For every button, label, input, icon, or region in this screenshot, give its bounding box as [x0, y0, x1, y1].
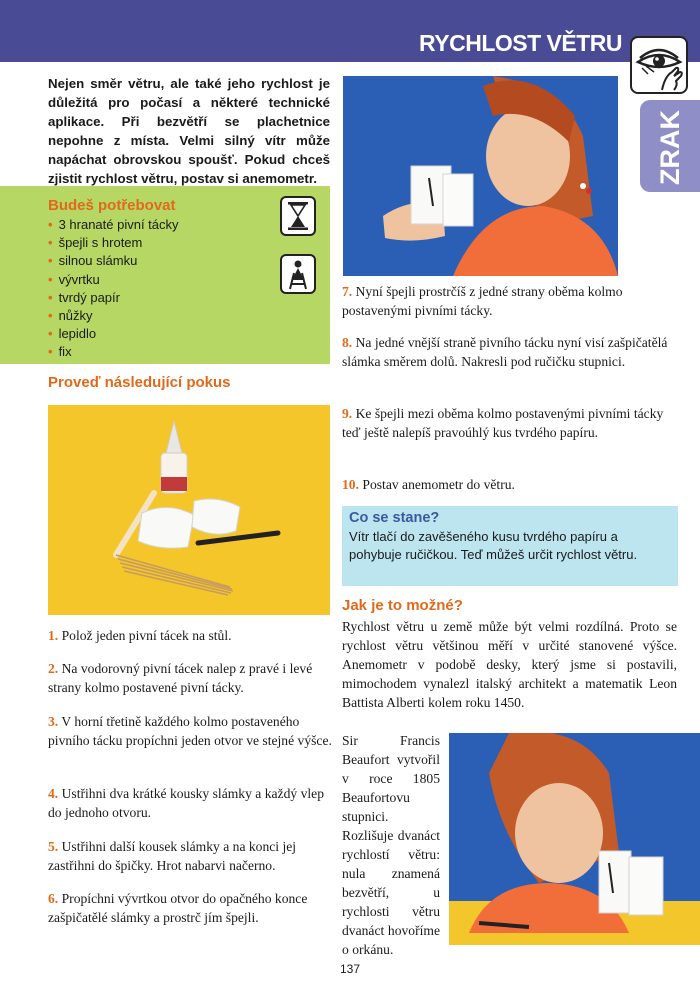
list-item: • špejli s hrotem — [48, 234, 179, 252]
step-6: 6. Propíchni vývrtkou otvor do opačného konce zašpičatělé slámky a prostrč jím špejli. — [48, 891, 308, 925]
materials-list — [48, 216, 179, 362]
materials-photo — [48, 405, 330, 615]
step-9: 9. Ke špejli mezi oběma kolmo postavenými pivními tácky teď ještě nalepíš pravoúhlý kus tvrdého papíru. — [342, 406, 664, 440]
page-title: RYCHLOST VĚTRU — [419, 30, 622, 56]
step-5: 5. Ustřihni další kousek slámky a na konci jej zastřihni do špičky. Hrot nabarvi načerno. — [48, 839, 297, 873]
eye-hand-icon — [630, 36, 688, 94]
explanation-title: Jak je to možné? — [342, 597, 463, 614]
step-10: 10. Postav anemometr do větru. — [342, 477, 515, 492]
adult-help-icon — [280, 254, 316, 294]
step-3: 3. V horní třetině každého kolmo postaveného pivního tácku propíchni jeden otvor ve stejné výšce. — [48, 714, 332, 748]
explanation-text-wrap: Sir Francis Beaufort vytvořil v roce 1805 Beaufortovu stupnici. Rozlišuje dvanáct rychlostí větru: nula znamená bezvětří, u rychlosti větru dvanáct hovoříme o orkánu. — [342, 733, 440, 957]
page-number: 137 — [339, 962, 361, 976]
experiment-title: Proveď následující pokus — [48, 374, 231, 391]
step-4: 4. Ustřihni dva krátké kousky slámky a každý vlep do jednoho otvoru. — [48, 786, 324, 820]
step-2: 2. Na vodorovný pivní tácek nalep z pravé i levé strany kolmo postavené pivní tácky. — [48, 661, 313, 695]
list-item: • fix — [48, 343, 179, 361]
girl-anemometer-photo — [343, 76, 618, 276]
list-item: • nůžky — [48, 307, 179, 325]
explanation-text: Rychlost větru u země může být velmi rozdílná. Proto se rychlost větru většinou měří v určité stanovené výšce. Anemometr v podobě desky, který jsme si postavili, mimochodem vynalezl italský architekt a matematik Leon Battista Alberti kolem roku 1450. — [342, 619, 677, 710]
list-item: • 3 hranaté pivní tácky — [48, 216, 179, 234]
materials-title: Budeš potřebovat — [48, 197, 176, 214]
hourglass-icon — [280, 196, 316, 236]
step-1: 1. Polož jeden pivní tácek na stůl. — [48, 628, 232, 643]
section-tab-label: ZRAK — [654, 109, 685, 185]
list-item: • silnou slámku — [48, 252, 179, 270]
girl-blowing-photo — [449, 733, 700, 945]
list-item: • vývrtku — [48, 271, 179, 289]
step-8: 8. Na jedné vnější straně pivního tácku nyní visí zašpičatělá slámka směrem dolů. Nakresli pod ručičku stupnici. — [342, 335, 668, 369]
list-item: • tvrdý papír — [48, 289, 179, 307]
list-item: • lepidlo — [48, 325, 179, 343]
result-title: Co se stane? — [349, 510, 440, 526]
step-7: 7. Nyní špejli prostrčíš z jedné strany oběma kolmo postavenými pivními tácky. — [342, 284, 623, 318]
intro-paragraph: Nejen směr větru, ale také jeho rychlost je důležitá pro počasí a některé technické aplikace. Při bezvětří se plachetnice nepohne z místa. Velmi silný vítr může napáchat obrovskou spoušť. Pokud chceš zjistit rychlost větru, postav si anemometr. — [48, 76, 330, 186]
result-text: Vítr tlačí do zavěšeného kusu tvrdého papíru a pohybuje ručičkou. Teď můžeš určit rychlost větru. — [349, 529, 638, 562]
